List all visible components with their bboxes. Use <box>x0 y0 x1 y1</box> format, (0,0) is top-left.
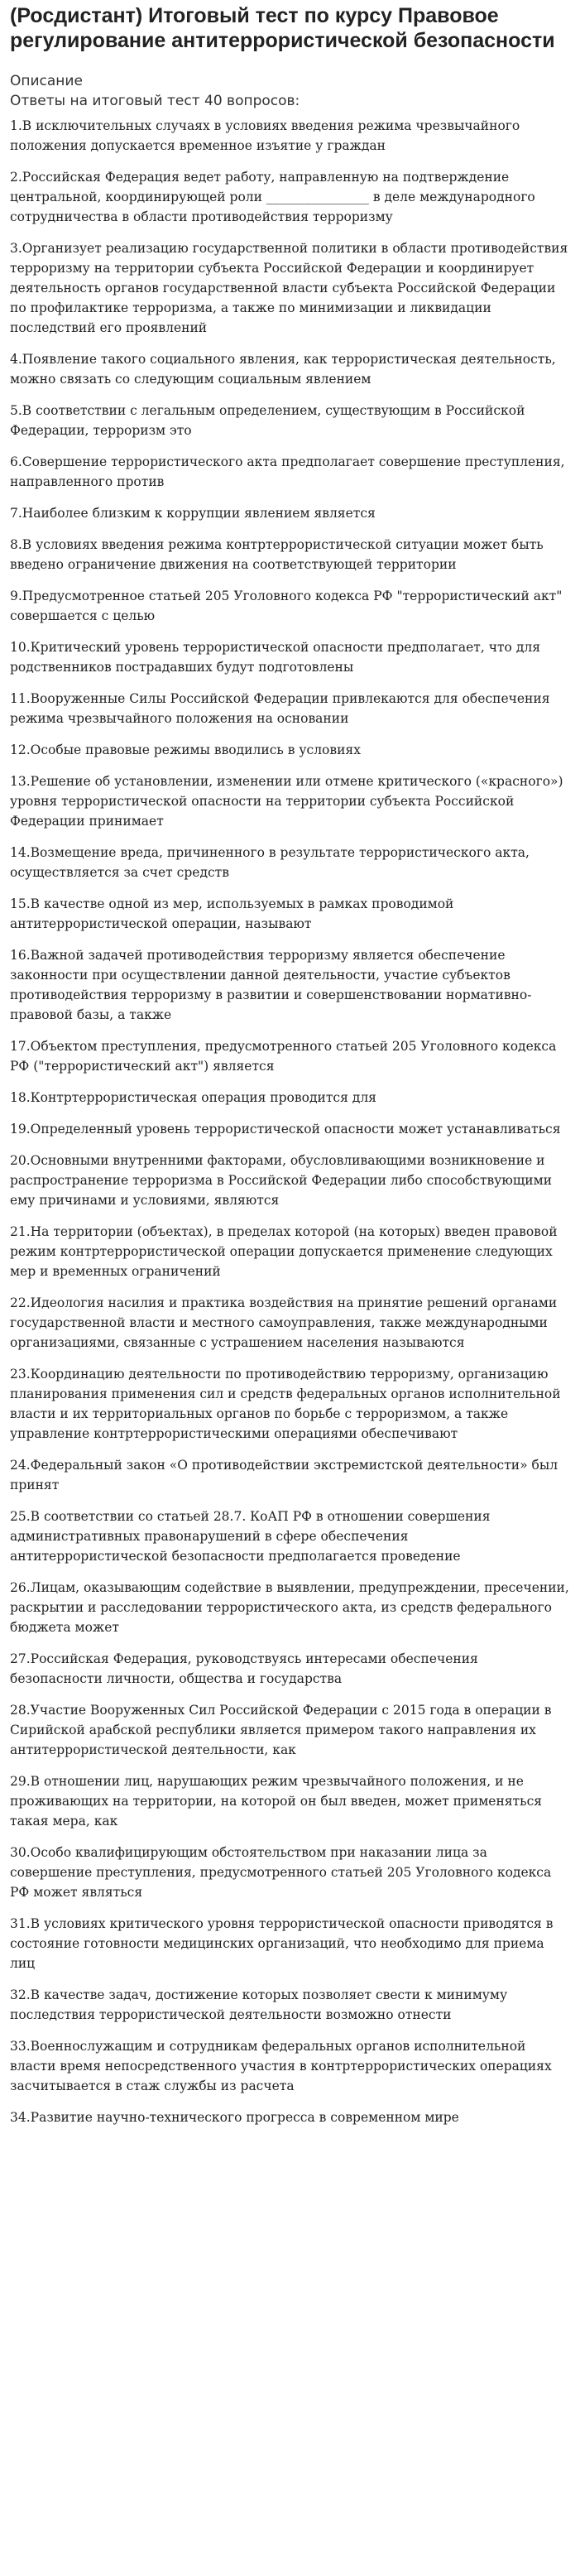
question-item: 33.Военнослужащим и сотрудникам федеральных органов исполнительной власти время непосредственного участия в контртеррористических операциях засчитывается в стаж службы из расчета <box>10 2039 552 2093</box>
question-item: 6.Совершение террористического акта предполагает совершение преступления, направленного против <box>10 454 565 489</box>
question-item: 31.В условиях критического уровня террористической опасности приводятся в состояние готовности медицинских организаций, что необходимо для приема лиц <box>10 1916 554 1971</box>
question-list <box>10 116 570 2127</box>
question-item: 27.Российская Федерация, руководствуясь интересами обеспечения безопасности личности, общества и государства <box>10 1651 478 1686</box>
question-item: 5.В соответствии с легальным определением, существующим в Российской Федерации, терроризм это <box>10 403 525 438</box>
question-item: 22.Идеология насилия и практика воздействия на принятие решений органами государственной власти и местного самоуправления, также международными организациями, связанные с устрашением населения называются <box>10 1295 558 1350</box>
question-item: 26.Лицам, оказывающим содействие в выявлении, предупреждении, пресечении, раскрытии и расследовании террористического акта, из средств федерального бюджета может <box>10 1580 569 1635</box>
question-item: 12.Особые правовые режимы вводились в условиях <box>10 743 361 757</box>
question-item: 4.Появление такого социального явления, как террористическая деятельность, можно связать со следующим социальным явлением <box>10 352 556 387</box>
question-item: 28.Участие Вооруженных Сил Российской Федерации с 2015 года в операции в Сирийской арабской республики является примером такого направления их антитеррористической деятельности, как <box>10 1703 552 1757</box>
question-item: 29.В отношении лиц, нарушающих режим чрезвычайного положения, и не проживающих на территории, на которой он был введен, может применяться такая мера, как <box>10 1774 543 1829</box>
question-item: 11.Вооруженные Силы Российской Федерации привлекаются для обеспечения режима чрезвычайного положения на основании <box>10 691 550 726</box>
page-title: (Росдистант) Итоговый тест по курсу Правовое регулирование антитеррористической безопасности <box>10 4 555 52</box>
question-item: 17.Объектом преступления, предусмотренного статьей 205 Уголовного кодекса РФ ("террористический акт") является <box>10 1039 557 1074</box>
question-item: 10.Критический уровень террористической опасности предполагает, что для родственников пострадавших будут подготовлены <box>10 640 540 675</box>
question-item: 30.Особо квалифицирующим обстоятельством при наказании лица за совершение преступления, предусмотренного статьей 205 Уголовного кодекса РФ может являться <box>10 1845 552 1900</box>
question-item: 8.В условиях введения режима контртеррористической ситуации может быть введено ограничение движения на соответствующей территории <box>10 537 544 572</box>
question-item: 32.В качестве задач, достижение которых позволяет свести к минимуму последствия террористической деятельности возможно отнести <box>10 1987 508 2022</box>
question-item: 14.Возмещение вреда, причиненного в результате террористического акта, осуществляется за счет средств <box>10 845 530 880</box>
question-item: 16.Важной задачей противодействия терроризму является обеспечение законности при осуществлении данной деятельности, участие субъектов противодействия терроризму в развитии и совершенствовании нормативно-правовой базы, а также <box>10 948 532 1022</box>
intro-text: Ответы на итоговый тест 40 вопросов: <box>10 93 300 109</box>
question-item: 20.Основными внутренними факторами, обусловливающими возникновение и распространение терроризма в Российской Федерации либо способствующими ему причинами и условиями, являются <box>10 1153 553 1208</box>
question-item: 25.В соответствии со статьей 28.7. КоАП РФ в отношении совершения административных правонарушений в сфере обеспечения антитеррористической безопасности предполагается проведение <box>10 1509 491 1564</box>
question-item: 9.Предусмотренное статьей 205 Уголовного кодекса РФ "террористический акт" совершается с целью <box>10 589 563 623</box>
question-item: 7.Наиболее близким к коррупции явлением является <box>10 506 376 521</box>
question-item: 23.Координацию деятельности по противодействию терроризму, организацию планирования применения сил и средств федеральных органов исполнительной власти и их территориальных органов по борьбе с терроризмом, а также управление контртеррористическими операциями обеспечивают <box>10 1367 561 1441</box>
question-item: 24.Федеральный закон «О противодействии экстремистской деятельности» был принят <box>10 1458 558 1492</box>
question-item: 2.Российская Федерация ведет работу, направленную на подтверждение центральной, координирующей роли ________________ в деле международного сотрудничества в области противодействия терроризму <box>10 170 535 224</box>
question-item: 18.Контртеррористическая операция проводится для <box>10 1090 376 1105</box>
question-item: 3.Организует реализацию государственной политики в области противодействия терроризму на территории субъекта Российской Федерации и координирует деятельность органов государственной власти субъекта Российской Федерации по профилактике терроризма, а также по минимизации и ликвидации последствий его проявлений <box>10 241 568 335</box>
question-item: 21.На территории (объектах), в пределах которой (на которых) введен правовой режим контртеррористической операции допускается применение следующих мер и временных ограничений <box>10 1224 558 1279</box>
question-item: 1.В исключительных случаях в условиях введения режима чрезвычайного положения допускается временное изъятие у граждан <box>10 118 520 153</box>
question-item: 34.Развитие научно-технического прогресса в современном мире <box>10 2110 459 2125</box>
question-item: 19.Определенный уровень террористической опасности может устанавливаться <box>10 1122 561 1137</box>
question-item: 15.В качестве одной из мер, используемых в рамках проводимой антитеррористической операции, называют <box>10 896 454 931</box>
description-label: Описание <box>10 73 83 89</box>
question-item: 13.Решение об установлении, изменении или отмене критического («красного») уровня террористической опасности на территории субъекта Российской Федерации принимает <box>10 774 563 829</box>
